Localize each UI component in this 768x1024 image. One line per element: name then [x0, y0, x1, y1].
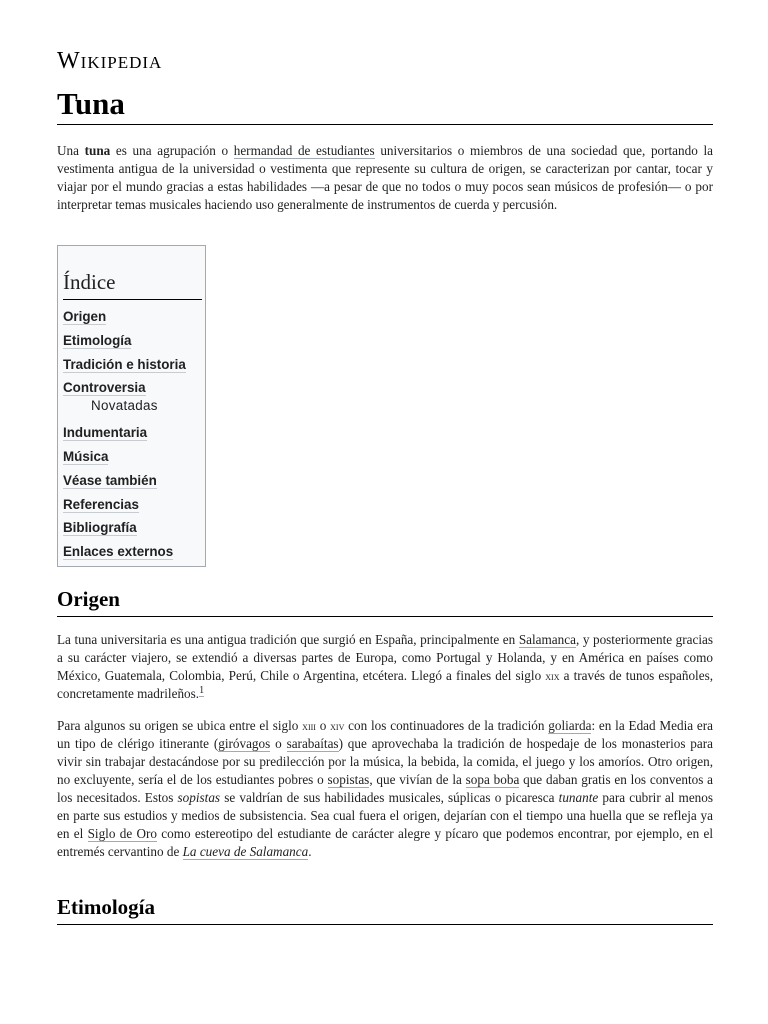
toc-item-label: Origen [63, 309, 107, 324]
origen-paragraph-2 [57, 717, 713, 861]
logo-text: Wikipedia [57, 48, 163, 74]
toc-item-label: Véase también [63, 472, 157, 488]
intro-text: es una agrupación o [110, 143, 234, 158]
toc-item[interactable] [63, 519, 199, 536]
century-numeral: xix [545, 669, 560, 683]
toc-item[interactable] [63, 308, 199, 325]
toc-item-label: Bibliografía [63, 520, 137, 536]
paragraph-text: para cubrir al menos en parte sus estudios y medios de subsistencia. Sea cual fuera el origen, dejarían con el tiempo una huella que se refleja ya en el [57, 790, 713, 841]
toc-item[interactable] [63, 424, 199, 441]
toc-title: Índice [63, 268, 202, 300]
origen-paragraph-1 [57, 631, 713, 703]
toc-item-label: Referencias [63, 496, 139, 512]
paragraph-text: como estereotipo del estudiante de carácter alegre y pícaro que podemos encontrar, por ejemplo, en el entremés cervantino de [57, 826, 714, 859]
paragraph-text: , que vivían de la [369, 772, 466, 787]
paragraph-text: o [270, 736, 287, 751]
toc-item[interactable] [63, 472, 199, 489]
paragraph-text: con los continuadores de la tradición [344, 718, 549, 733]
toc-item[interactable] [63, 448, 199, 465]
toc-item-label: Tradición e historia [63, 356, 186, 372]
toc-subitem[interactable] [91, 397, 199, 414]
italic-term: tunante [558, 790, 599, 805]
toc-item-label: Indumentaria [63, 425, 148, 441]
page-title: Tuna [57, 84, 713, 125]
paragraph-text: se valdrían de sus habilidades musicales, súplicas o picaresca [220, 790, 559, 805]
paragraph-text: : en la Edad Media era un tipo de clérigo itinerante ( [57, 718, 713, 751]
italic-term: sopistas [177, 790, 221, 805]
link-goliarda[interactable]: goliarda [548, 718, 592, 733]
toc-item[interactable] [63, 379, 199, 396]
paragraph-text: Para algunos su origen se ubica entre el siglo [57, 718, 303, 733]
intro-bold-term: tuna [84, 143, 111, 158]
intro-text: universitarios o miembros de una sociedad que, portando la vestimenta antigua de la universidad o vestimenta que represente su cultura de origen, se caracterizan por cantar, tocar y viajar por el mundo gracias a estas habilidades —a pesar de que no todos o muy pocos sean músicos de profesión— o por interpretar temas musicales haciendo uso generalmente de instrumentos de cuerda y percusión. [57, 143, 713, 212]
paragraph-text: a través de tunos españoles, concretamente madrileños. [57, 668, 713, 701]
link-girovagos[interactable]: giróvagos [218, 736, 271, 751]
century-numeral: xiv [330, 719, 345, 733]
toc-item[interactable] [63, 496, 199, 513]
link-sopa-boba[interactable]: sopa boba [465, 772, 520, 787]
paragraph-text: . [308, 844, 312, 859]
link-sopistas[interactable]: sopistas [327, 772, 370, 787]
link-sarabaitas[interactable]: sarabaítas [286, 736, 339, 751]
toc-item-label: Música [63, 448, 109, 464]
toc-item-label: Novatadas [91, 398, 158, 414]
toc-item[interactable] [63, 356, 199, 373]
table-of-contents [57, 245, 206, 567]
paragraph-text: , y posteriormente gracias a su carácter viajero, se extendió a diversas partes de Europa, como Portugal y Holanda, y en América en países como México, Guatemala, Colombia, Perú, Chile o Argentina, etcétera. Llegó a finales del siglo [57, 632, 714, 683]
paragraph-text: ) que aprovechaba la tradición de hospedaje de los monasterios para vivir sin trabajar destacándose por su predilección por la música, la bebida, la comida, el juego y los amoríos. Otro origen, no excluyente, sería el de los estudiantes pobres o [57, 736, 714, 787]
paragraph-text: o [315, 718, 331, 733]
section-heading-etimologia: Etimología [57, 893, 713, 925]
intro-text: Una [57, 143, 85, 158]
section-heading-origen: Origen [57, 585, 713, 617]
wikipedia-logo[interactable] [57, 48, 162, 75]
paragraph-text: que daban gratis en los conventos a los necesitados. Estos [57, 772, 713, 805]
century-numeral: xiii [302, 719, 316, 733]
reference-link[interactable]: 1 [199, 684, 205, 696]
toc-item-label: Enlaces externos [63, 544, 174, 560]
toc-item[interactable] [63, 332, 199, 349]
link-siglo-de-oro[interactable]: Siglo de Oro [87, 826, 157, 841]
toc-item-label: Etimología [63, 332, 132, 348]
link-la-cueva-de-salamanca[interactable]: La cueva de Salamanca [182, 844, 309, 859]
toc-item[interactable] [63, 543, 199, 560]
intro-paragraph [57, 142, 713, 214]
link-salamanca[interactable]: Salamanca [518, 632, 576, 647]
paragraph-text: La tuna universitaria es una antigua tradición que surgió en España, principalmente en [57, 632, 519, 647]
link-hermandad-de-estudiantes[interactable]: hermandad de estudiantes [233, 143, 375, 158]
reference-1[interactable] [199, 685, 204, 697]
toc-list [63, 308, 199, 560]
toc-item-label: Controversia [63, 380, 146, 396]
